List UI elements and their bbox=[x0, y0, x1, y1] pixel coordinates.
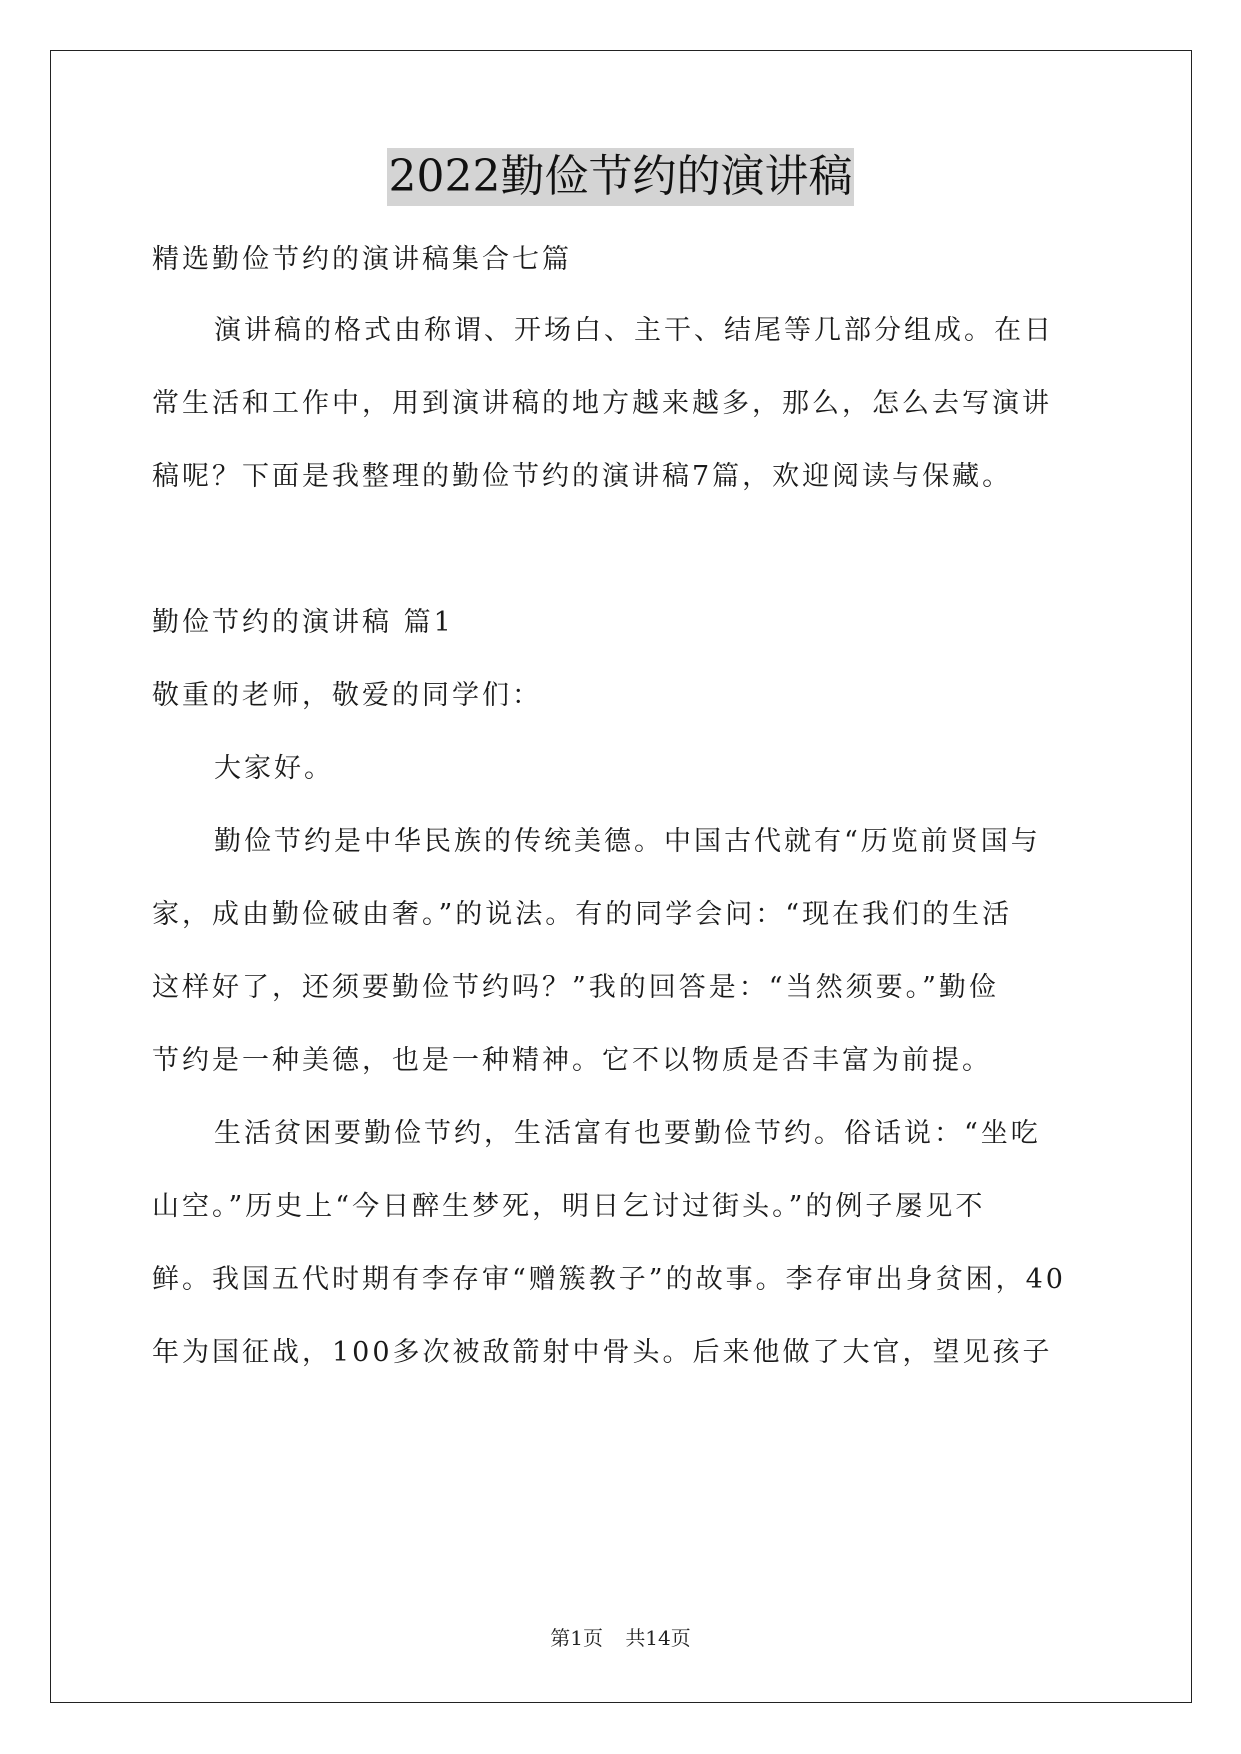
subtitle: 精选勤俭节约的演讲稿集合七篇 bbox=[152, 244, 572, 275]
section-heading: 勤俭节约的演讲稿 篇1 bbox=[152, 607, 454, 638]
paragraph-line: 山空。”历史上“今日醉生梦死，明日乞讨过街头。”的例子屡见不 bbox=[152, 1191, 986, 1222]
page-border bbox=[50, 50, 1192, 1703]
document-title: 2022勤俭节约的演讲稿 bbox=[387, 148, 855, 206]
paragraph-line: 勤俭节约是中华民族的传统美德。中国古代就有“历览前贤国与 bbox=[214, 826, 1041, 857]
title-container bbox=[0, 148, 1241, 206]
page-footer bbox=[0, 1622, 1241, 1651]
paragraph-line: 年为国征战，100多次被敌箭射中骨头。后来他做了大官，望见孩子 bbox=[152, 1337, 1053, 1368]
page-total: 共14页 bbox=[625, 1626, 691, 1650]
paragraph-line: 节约是一种美德，也是一种精神。它不以物质是否丰富为前提。 bbox=[152, 1045, 992, 1076]
page-number: 第1页 bbox=[550, 1626, 603, 1650]
paragraph-line: 生活贫困要勤俭节约，生活富有也要勤俭节约。俗话说：“坐吃 bbox=[214, 1118, 1041, 1149]
paragraph-line: 这样好了，还须要勤俭节约吗？”我的回答是：“当然须要。”勤俭 bbox=[152, 972, 999, 1003]
intro-line: 演讲稿的格式由称谓、开场白、主干、结尾等几部分组成。在日 bbox=[214, 315, 1054, 346]
paragraph-line: 鲜。我国五代时期有李存审“赠簇教子”的故事。李存审出身贫困，40 bbox=[152, 1264, 1066, 1295]
intro-line: 稿呢？下面是我整理的勤俭节约的演讲稿7篇，欢迎阅读与保藏。 bbox=[152, 461, 1013, 492]
hello-line: 大家好。 bbox=[214, 753, 334, 784]
intro-line: 常生活和工作中，用到演讲稿的地方越来越多，那么，怎么去写演讲 bbox=[152, 388, 1052, 419]
paragraph-line: 家，成由勤俭破由奢。”的说法。有的同学会问：“现在我们的生活 bbox=[152, 899, 1013, 930]
greeting: 敬重的老师，敬爱的同学们： bbox=[152, 680, 542, 711]
